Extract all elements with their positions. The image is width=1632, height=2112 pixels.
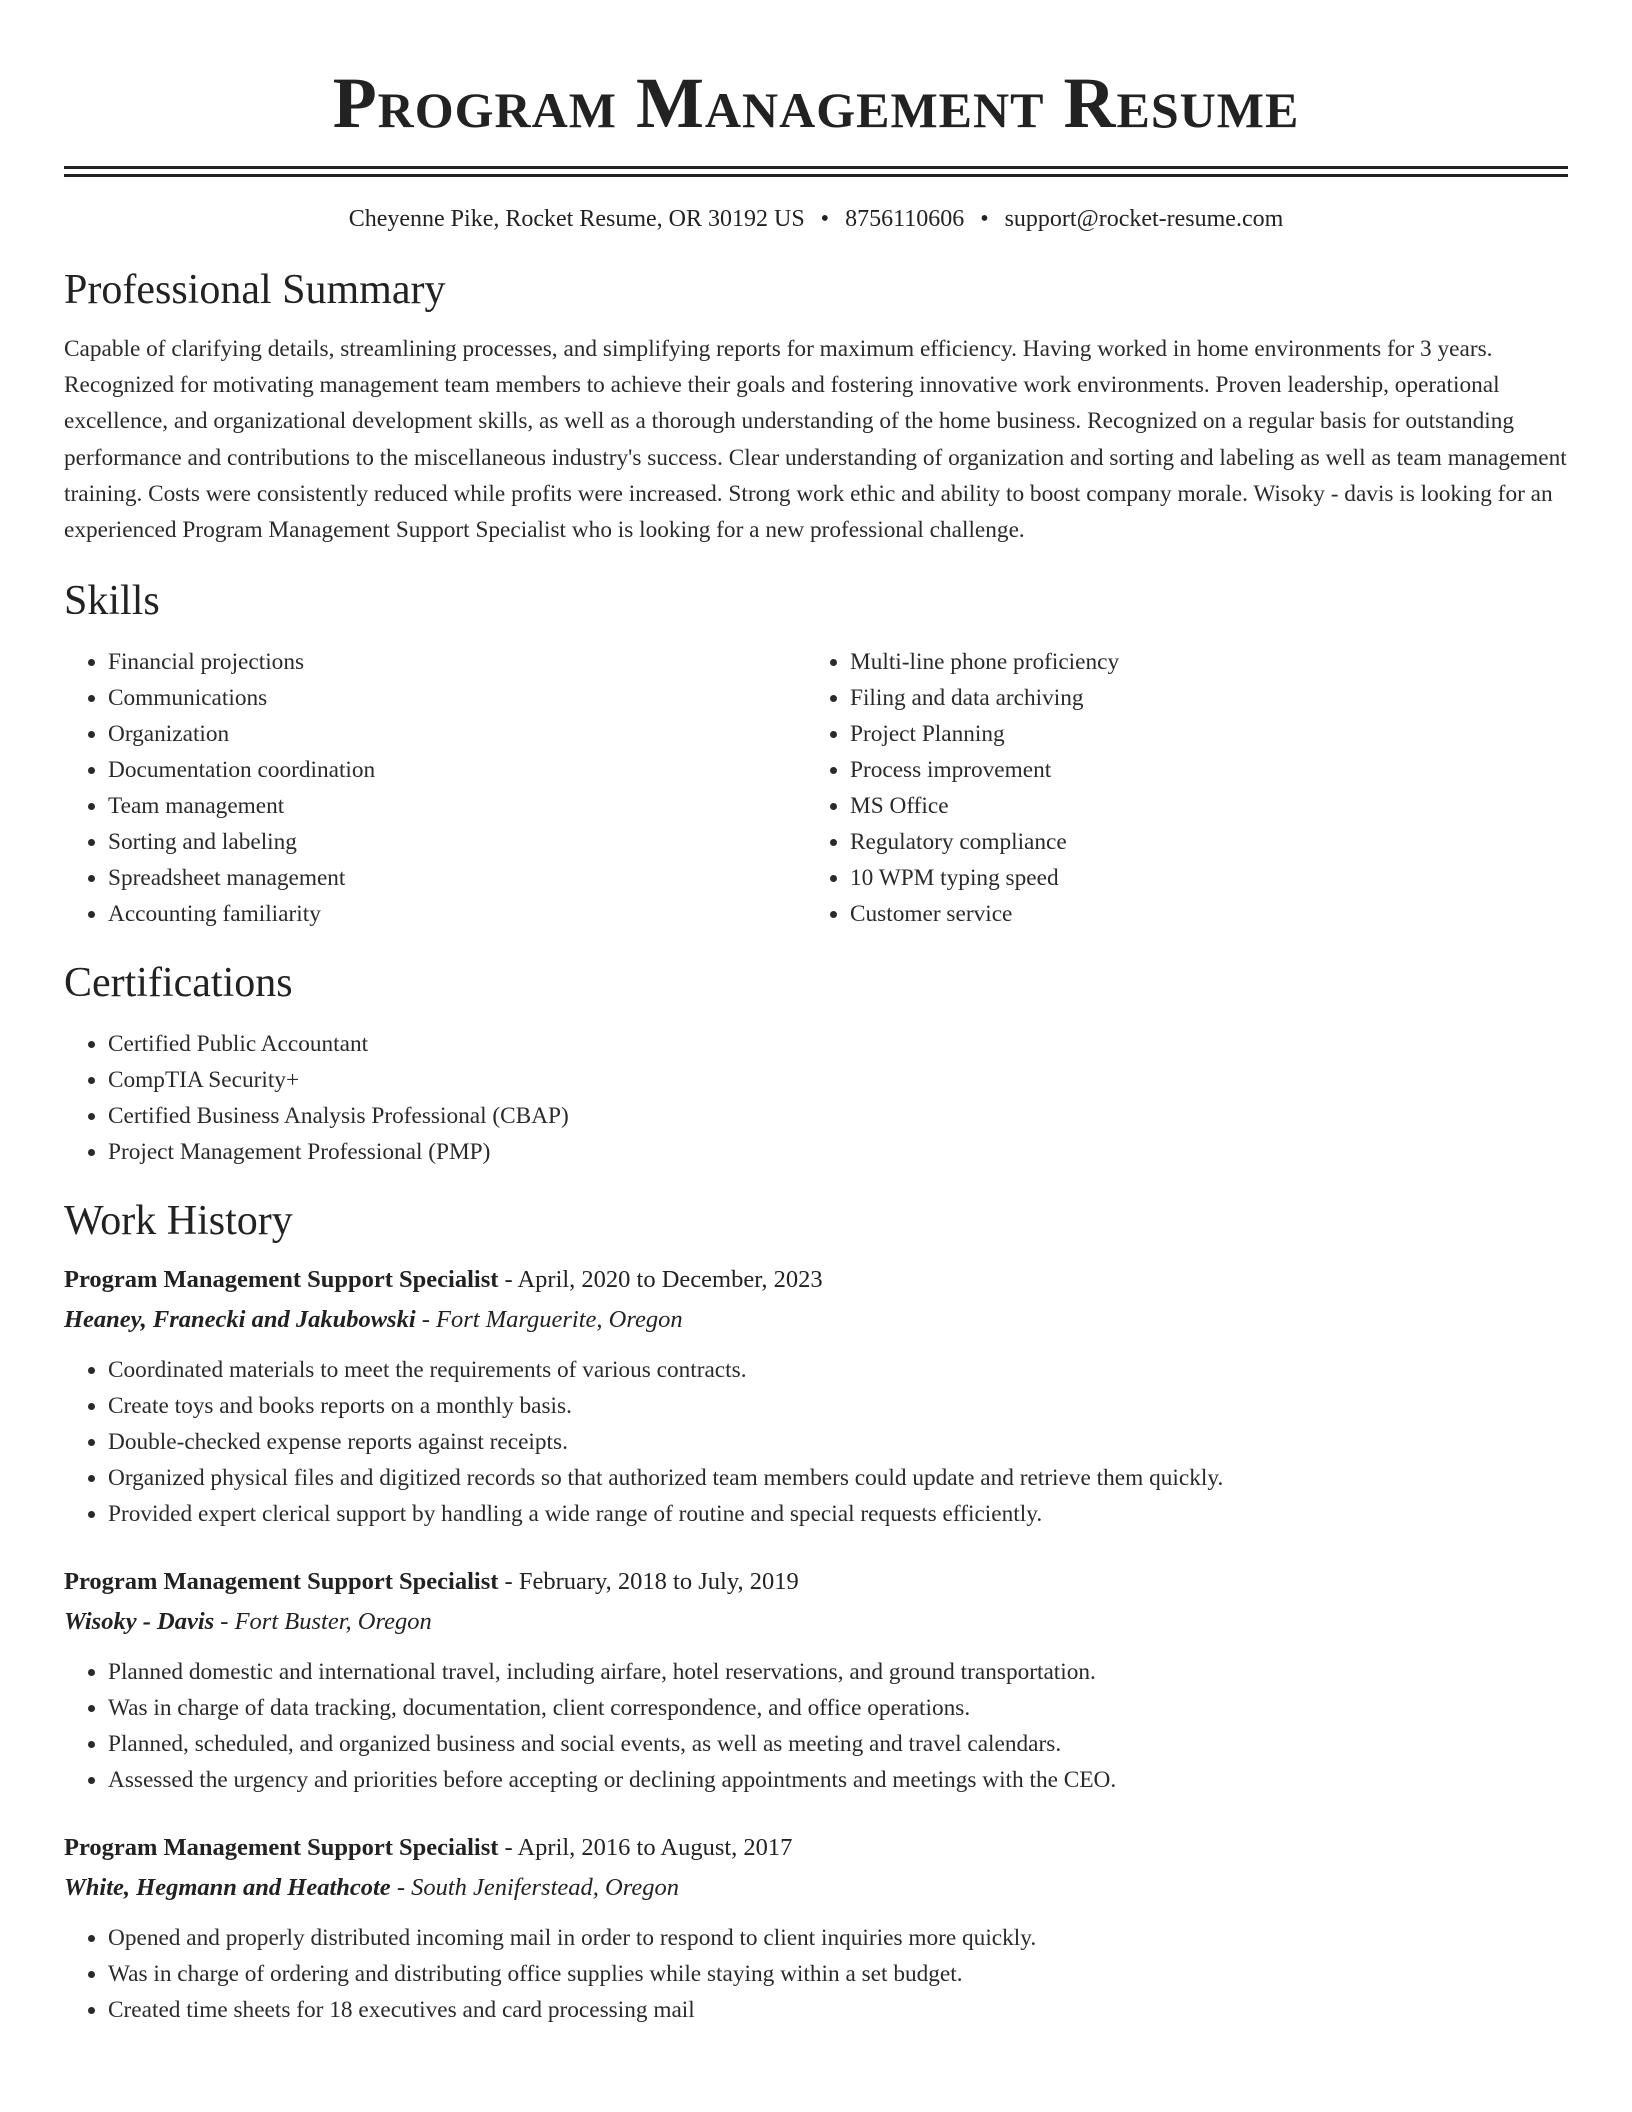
job-company: Wisoky - Davis xyxy=(64,1608,215,1636)
job-bullet: • Organized physical files and digitized records so that authorized team members could update and retrieve them quickly. xyxy=(108,1460,1568,1496)
job-title-line xyxy=(64,1260,1568,1300)
job-bullet: • Double-checked expense reports against receipts. xyxy=(108,1424,1568,1460)
skill-item: • Organization xyxy=(108,716,806,752)
job-bullet: • Was in charge of data tracking, documentation, client correspondence, and office operations. xyxy=(108,1690,1568,1726)
certifications-heading: Certifications xyxy=(64,960,293,1007)
skill-item: • Project Planning xyxy=(850,716,1548,752)
title-double-rule xyxy=(64,166,1568,177)
skill-item: • Financial projections xyxy=(108,644,806,680)
certification-item: • Certified Business Analysis Professional (CBAP) xyxy=(108,1098,1568,1134)
job-title-line xyxy=(64,1562,1568,1602)
summary-text: Capable of clarifying details, streamlining processes, and simplifying reports for maximum efficiency. Having worked in home environments for 3 years. Recognized for motivating management team members to achieve their goals and fostering innovative work environments. Proven leadership, operational excellence, and organizational development skills, as well as a thorough understanding of the home business. Recognized on a regular basis for outstanding performance and contributions to the miscellaneous industry's success. Clear understanding of organization and sorting and labeling as well as team management training. Costs were consistently reduced while profits were increased. Strong work ethic and ability to boost company morale. Wisoky - davis is looking for an experienced Program Management Support Specialist who is looking for a new professional challenge. xyxy=(64,336,1567,544)
job-location: - Fort Buster, Oregon xyxy=(214,1608,432,1636)
job-company-line xyxy=(64,1300,1568,1340)
certification-item: • Project Management Professional (PMP) xyxy=(108,1134,1568,1170)
job-location: - South Jeniferstead, Oregon xyxy=(390,1874,679,1902)
skill-item: • Documentation coordination xyxy=(108,752,806,788)
skill-item: • Team management xyxy=(108,788,806,824)
skills-list-left xyxy=(64,644,806,932)
skill-item: • Filing and data archiving xyxy=(850,680,1548,716)
job-entry xyxy=(64,1562,1568,1798)
job-dates: - February, 2018 to July, 2019 xyxy=(498,1568,799,1596)
job-dates: - April, 2016 to August, 2017 xyxy=(498,1834,793,1862)
work-history-heading: Work History xyxy=(64,1198,293,1245)
job-company-line xyxy=(64,1602,1568,1642)
contact-separator: • xyxy=(980,206,989,232)
skills-column-left xyxy=(64,644,806,932)
skills-heading: Skills xyxy=(64,578,160,625)
contact-phone: 8756110606 xyxy=(845,206,965,232)
job-title-line xyxy=(64,1828,1568,1868)
job-bullet: • Opened and properly distributed incoming mail in order to respond to client inquiries more quickly. xyxy=(108,1920,1568,1956)
skills-columns xyxy=(64,644,1568,932)
contact-separator: • xyxy=(820,206,830,232)
contact-address: Cheyenne Pike, Rocket Resume, OR 30192 US xyxy=(348,206,805,232)
job-bullet: • Create toys and books reports on a monthly basis. xyxy=(108,1388,1568,1424)
skill-item: • Communications xyxy=(108,680,806,716)
job-bullets xyxy=(64,1352,1568,1532)
skills-column-right xyxy=(806,644,1548,932)
skill-item: • Accounting familiarity xyxy=(108,896,806,932)
certification-item: • Certified Public Accountant xyxy=(108,1026,1568,1062)
skill-item: • Customer service xyxy=(850,896,1548,932)
job-bullet: • Assessed the urgency and priorities before accepting or declining appointments and meetings with the CEO. xyxy=(108,1762,1568,1798)
skill-item: • Sorting and labeling xyxy=(108,824,806,860)
job-location: - Fort Marguerite, Oregon xyxy=(415,1306,683,1334)
job-role: Program Management Support Specialist xyxy=(64,1266,499,1294)
job-bullet: • Planned domestic and international travel, including airfare, hotel reservations, and ground transportation. xyxy=(108,1654,1568,1690)
job-company: White, Hegmann and Heathcote xyxy=(64,1874,391,1902)
job-bullet: • Was in charge of ordering and distributing office supplies while staying within a set budget. xyxy=(108,1956,1568,1992)
job-bullets xyxy=(64,1654,1568,1798)
skill-item: • Process improvement xyxy=(850,752,1548,788)
skill-item: • Multi-line phone proficiency xyxy=(850,644,1548,680)
resume-page xyxy=(64,0,1568,2028)
contact-email: support@rocket-resume.com xyxy=(1004,206,1284,232)
skill-item: • 10 WPM typing speed xyxy=(850,860,1548,896)
job-entry xyxy=(64,1260,1568,1532)
certifications-list xyxy=(64,1026,1568,1170)
job-role: Program Management Support Specialist xyxy=(64,1568,499,1596)
job-role: Program Management Support Specialist xyxy=(64,1834,499,1862)
job-entry xyxy=(64,1828,1568,2028)
skill-item: • MS Office xyxy=(850,788,1548,824)
contact-line xyxy=(64,203,1568,235)
summary-heading: Professional Summary xyxy=(64,267,446,313)
job-bullet: • Planned, scheduled, and organized business and social events, as well as meeting and travel calendars. xyxy=(108,1726,1568,1762)
job-dates: - April, 2020 to December, 2023 xyxy=(498,1266,823,1294)
job-bullet: • Created time sheets for 18 executives and card processing mail xyxy=(108,1992,1568,2028)
page-title: Program Management Resume xyxy=(332,63,1300,143)
job-bullet: • Coordinated materials to meet the requirements of various contracts. xyxy=(108,1352,1568,1388)
job-company: Heaney, Franecki and Jakubowski xyxy=(64,1306,416,1334)
skills-list-right xyxy=(806,644,1548,932)
job-company-line xyxy=(64,1868,1568,1908)
skill-item: • Spreadsheet management xyxy=(108,860,806,896)
certification-item: • CompTIA Security+ xyxy=(108,1062,1568,1098)
skill-item: • Regulatory compliance xyxy=(850,824,1548,860)
job-bullets xyxy=(64,1920,1568,2028)
job-bullet: • Provided expert clerical support by handling a wide range of routine and special requests efficiently. xyxy=(108,1496,1568,1532)
